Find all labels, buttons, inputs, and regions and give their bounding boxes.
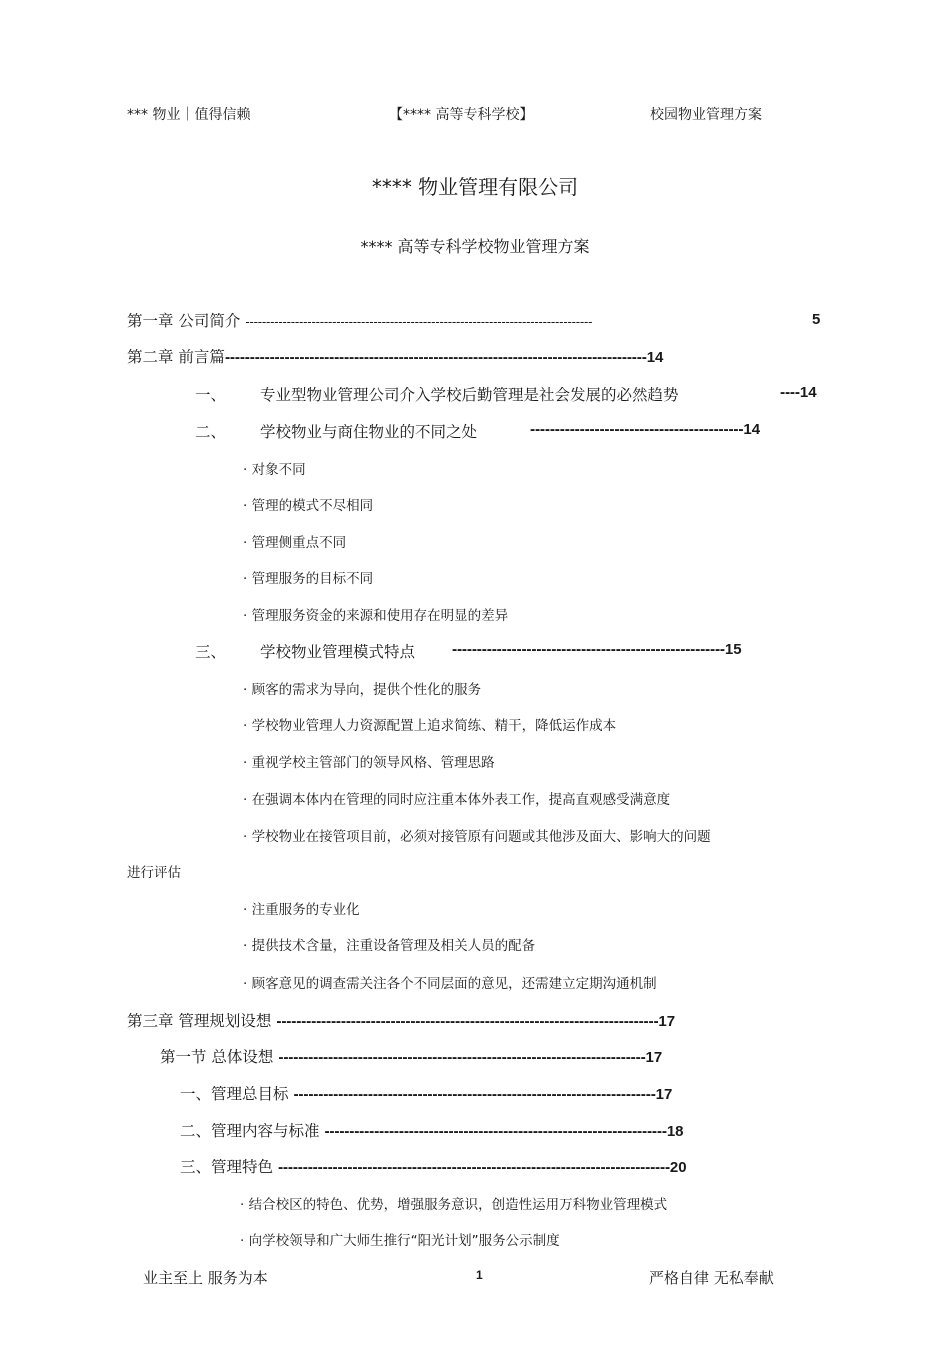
toc-page: 17 (645, 1049, 663, 1066)
toc-leader: ------------------------------------------------------------------------------- (277, 1159, 670, 1176)
list-item: · 在强调本体内在管理的同时应注重本体外表工作，提高直观感受满意度 (243, 792, 671, 808)
toc-item-3-1-3 (180, 1155, 687, 1177)
toc-leader: ------------------------------------------- (530, 421, 744, 438)
toc-label: 二、管理内容与标准 (180, 1122, 320, 1140)
toc-section-2-3-page (452, 640, 742, 659)
toc-leader: ------------------------------------------------------------------------------------ (245, 314, 593, 329)
footer-left: 业主至上 服务为本 (143, 1269, 268, 1287)
toc-page: 15 (724, 641, 742, 658)
toc-section-2-3: 学校物业管理模式特点 (260, 643, 416, 661)
toc-chapter-3 (127, 1009, 675, 1031)
toc-leader: ---- (780, 384, 800, 401)
toc-page: 14 (646, 349, 664, 366)
toc-page: 14 (799, 384, 817, 401)
list-item: · 顾客的需求为导向，提供个性化的服务 (243, 682, 482, 698)
list-item: · 注重服务的专业化 (243, 902, 360, 918)
toc-num: 一、 (195, 386, 227, 404)
toc-section-2-2-page (530, 420, 760, 439)
toc-label: 三、管理特色 (180, 1158, 274, 1176)
header-center: 【**** 高等专科学校】 (389, 107, 534, 123)
toc-leader: ----------------------------------------------------------------------------- (276, 1013, 659, 1030)
list-item: · 管理侧重点不同 (243, 535, 347, 551)
list-item: · 向学校领导和广大师生推行“阳光计划”服务公示制度 (240, 1233, 560, 1249)
toc-label: 第一节 总体设想 (160, 1048, 274, 1066)
list-item: · 对象不同 (243, 462, 306, 478)
list-item: · 顾客意见的调查需关注各个不同层面的意见，还需建立定期沟通机制 (243, 976, 657, 992)
toc-item-3-1-2 (180, 1119, 684, 1141)
toc-label: 一、管理总目标 (180, 1085, 289, 1103)
toc-section-2-1-page (780, 383, 817, 402)
list-item-continuation: 进行评估 (127, 865, 181, 881)
toc-item-3-1-1 (180, 1082, 672, 1104)
document-subtitle: **** 高等专科学校物业管理方案 (360, 237, 590, 256)
toc-page: 17 (655, 1086, 673, 1103)
toc-leader: ------------------------------------------------------- (452, 641, 725, 658)
list-item: · 提供技术含量，注重设备管理及相关人员的配备 (243, 938, 536, 954)
list-item: · 结合校区的特色、优势，增强服务意识，创造性运用万科物业管理模式 (240, 1197, 668, 1213)
toc-page: 5 (812, 311, 821, 328)
list-item: · 学校物业管理人力资源配置上追求简练、精干，降低运作成本 (243, 718, 617, 734)
list-item: · 管理的模式不尽相同 (243, 498, 374, 514)
toc-label: 第一章 公司简介 (127, 312, 241, 330)
toc-num: 二、 (195, 423, 227, 441)
list-item: · 学校物业在接管项目前，必须对接管原有问题或其他涉及面大、影响大的问题 (243, 829, 711, 845)
toc-leader: ------------------------------------------------------------------------------------- (224, 349, 647, 366)
footer-right: 严格自律 无私奉献 (649, 1269, 774, 1287)
toc-leader: --------------------------------------------------------------------- (324, 1123, 667, 1140)
toc-chapter-2 (127, 345, 663, 367)
toc-label: 第二章 前言篇 (127, 348, 225, 366)
toc-leader: ------------------------------------------------------------------------- (293, 1086, 656, 1103)
header-right: 校园物业管理方案 (650, 107, 762, 123)
toc-label: 学校物业与商住物业的不同之处 (260, 423, 478, 441)
list-item: · 重视学校主管部门的领导风格、管理思路 (243, 755, 495, 771)
toc-label: 第三章 管理规划设想 (127, 1012, 272, 1030)
toc-section-2-1: 专业型物业管理公司介入学校后勤管理是社会发展的必然趋势 (260, 386, 679, 404)
toc-page: 18 (666, 1123, 684, 1140)
toc-section-3-1 (160, 1045, 662, 1067)
toc-num: 三、 (195, 643, 227, 661)
toc-section-2-2 (260, 420, 477, 442)
document-title: **** 物业管理有限公司 (371, 175, 579, 199)
footer-page-number: 1 (476, 1268, 483, 1282)
toc-leader: -------------------------------------------------------------------------- (278, 1049, 646, 1066)
toc-page: 14 (743, 421, 761, 438)
list-item: · 管理服务的目标不同 (243, 571, 374, 587)
toc-page: 20 (669, 1159, 687, 1176)
list-item: · 管理服务资金的来源和使用存在明显的差异 (243, 608, 509, 624)
toc-chapter-1 (127, 309, 592, 331)
toc-page: 17 (658, 1013, 676, 1030)
header-left: *** 物业｜值得信赖 (127, 107, 251, 123)
